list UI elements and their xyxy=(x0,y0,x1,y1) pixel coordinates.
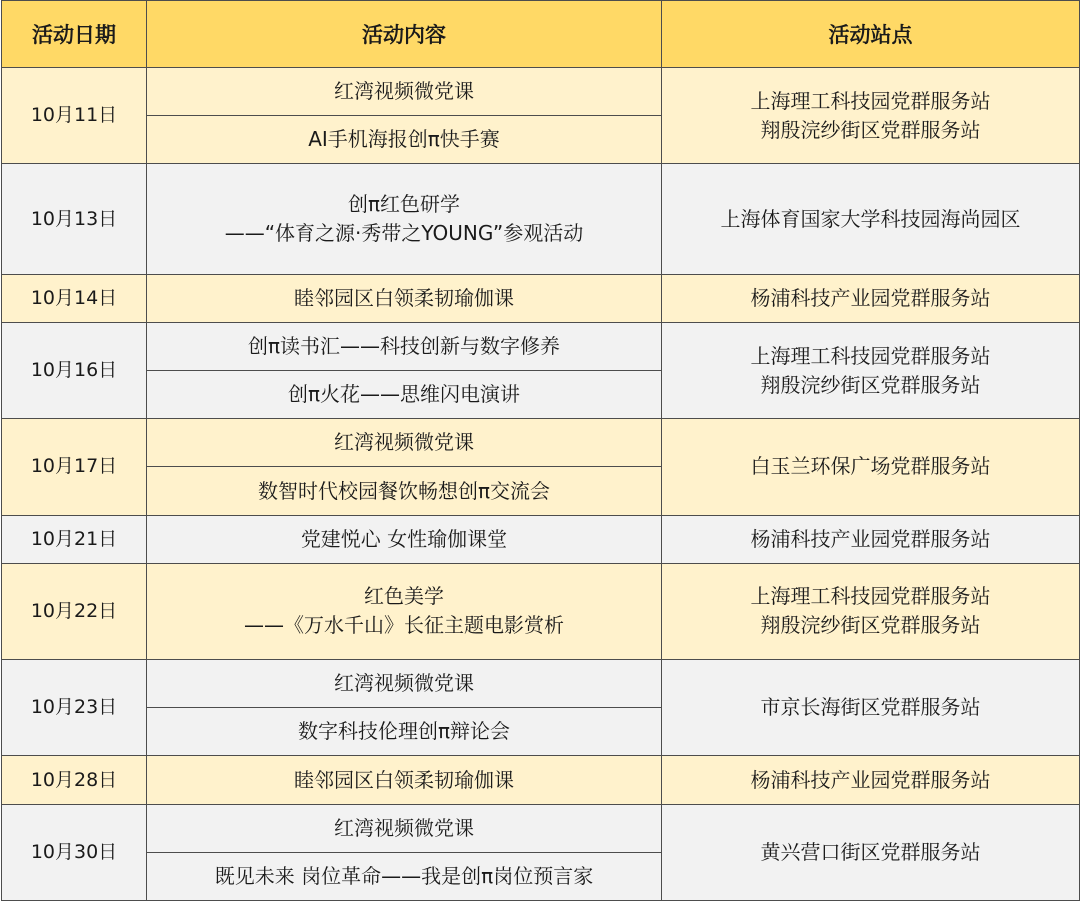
activity-cell: 红湾视频微党课 xyxy=(147,804,662,852)
date-cell: 10月30日 xyxy=(2,804,147,900)
activity-cell: 党建悦心 女性瑜伽课堂 xyxy=(147,515,662,563)
table-row xyxy=(2,274,1080,322)
activity-cell: 创π火花——思维闪电演讲 xyxy=(147,371,662,419)
date-cell: 10月22日 xyxy=(2,563,147,659)
activity-cell: 红湾视频微党课 xyxy=(147,419,662,467)
date-cell: 10月14日 xyxy=(2,274,147,322)
activity-schedule-table xyxy=(1,0,1080,901)
venue-line: 上海理工科技园党群服务站 xyxy=(750,88,991,113)
date-cell: 10月11日 xyxy=(2,68,147,164)
date-cell: 10月17日 xyxy=(2,419,147,515)
header-row xyxy=(2,1,1080,68)
table-row xyxy=(2,660,1080,708)
activity-cell: 睦邻园区白领柔韧瑜伽课 xyxy=(147,756,662,804)
date-cell: 10月23日 xyxy=(2,660,147,756)
activity-cell xyxy=(147,563,662,659)
date-cell: 10月13日 xyxy=(2,164,147,274)
activity-cell: 数字科技伦理创π辩论会 xyxy=(147,708,662,756)
venue-cell xyxy=(662,563,1080,659)
date-cell: 10月28日 xyxy=(2,756,147,804)
activity-line: 创π红色研学 xyxy=(347,192,461,217)
table-row xyxy=(2,756,1080,804)
header-venue: 活动站点 xyxy=(662,1,1080,68)
header-content: 活动内容 xyxy=(147,1,662,68)
venue-cell: 上海体育国家大学科技园海尚园区 xyxy=(662,164,1080,274)
table-row xyxy=(2,804,1080,852)
activity-cell: AI手机海报创π快手赛 xyxy=(147,116,662,164)
activity-cell: 红湾视频微党课 xyxy=(147,68,662,116)
venue-line: 翔殷浣纱街区党群服务站 xyxy=(760,613,981,638)
activity-cell: 数智时代校园餐饮畅想创π交流会 xyxy=(147,467,662,515)
venue-cell: 白玉兰环保广场党群服务站 xyxy=(662,419,1080,515)
activity-cell: 睦邻园区白领柔韧瑜伽课 xyxy=(147,274,662,322)
activity-line: ——《万水千山》长征主题电影赏析 xyxy=(244,613,564,638)
table-row xyxy=(2,515,1080,563)
table-row xyxy=(2,164,1080,274)
activity-cell: 创π读书汇——科技创新与数字修养 xyxy=(147,322,662,370)
table-row xyxy=(2,68,1080,116)
table-row xyxy=(2,419,1080,467)
activity-cell: 既见未来 岗位革命——我是创π岗位预言家 xyxy=(147,852,662,900)
table-row xyxy=(2,322,1080,370)
venue-cell: 市京长海街区党群服务站 xyxy=(662,660,1080,756)
activity-line: 红色美学 xyxy=(364,584,444,609)
activity-cell xyxy=(147,164,662,274)
venue-cell xyxy=(662,68,1080,164)
venue-cell: 杨浦科技产业园党群服务站 xyxy=(662,274,1080,322)
venue-line: 翔殷浣纱街区党群服务站 xyxy=(760,372,981,397)
venue-cell: 杨浦科技产业园党群服务站 xyxy=(662,515,1080,563)
venue-line: 上海理工科技园党群服务站 xyxy=(750,343,991,368)
venue-cell: 杨浦科技产业园党群服务站 xyxy=(662,756,1080,804)
activity-cell: 红湾视频微党课 xyxy=(147,660,662,708)
header-date: 活动日期 xyxy=(2,1,147,68)
date-cell: 10月16日 xyxy=(2,322,147,418)
table-row xyxy=(2,563,1080,659)
date-cell: 10月21日 xyxy=(2,515,147,563)
activity-line: ——“体育之源·秀带之YOUNG”参观活动 xyxy=(224,221,584,246)
venue-cell: 黄兴营口街区党群服务站 xyxy=(662,804,1080,900)
venue-line: 上海理工科技园党群服务站 xyxy=(750,584,991,609)
venue-line: 翔殷浣纱街区党群服务站 xyxy=(760,117,981,142)
venue-cell xyxy=(662,322,1080,418)
